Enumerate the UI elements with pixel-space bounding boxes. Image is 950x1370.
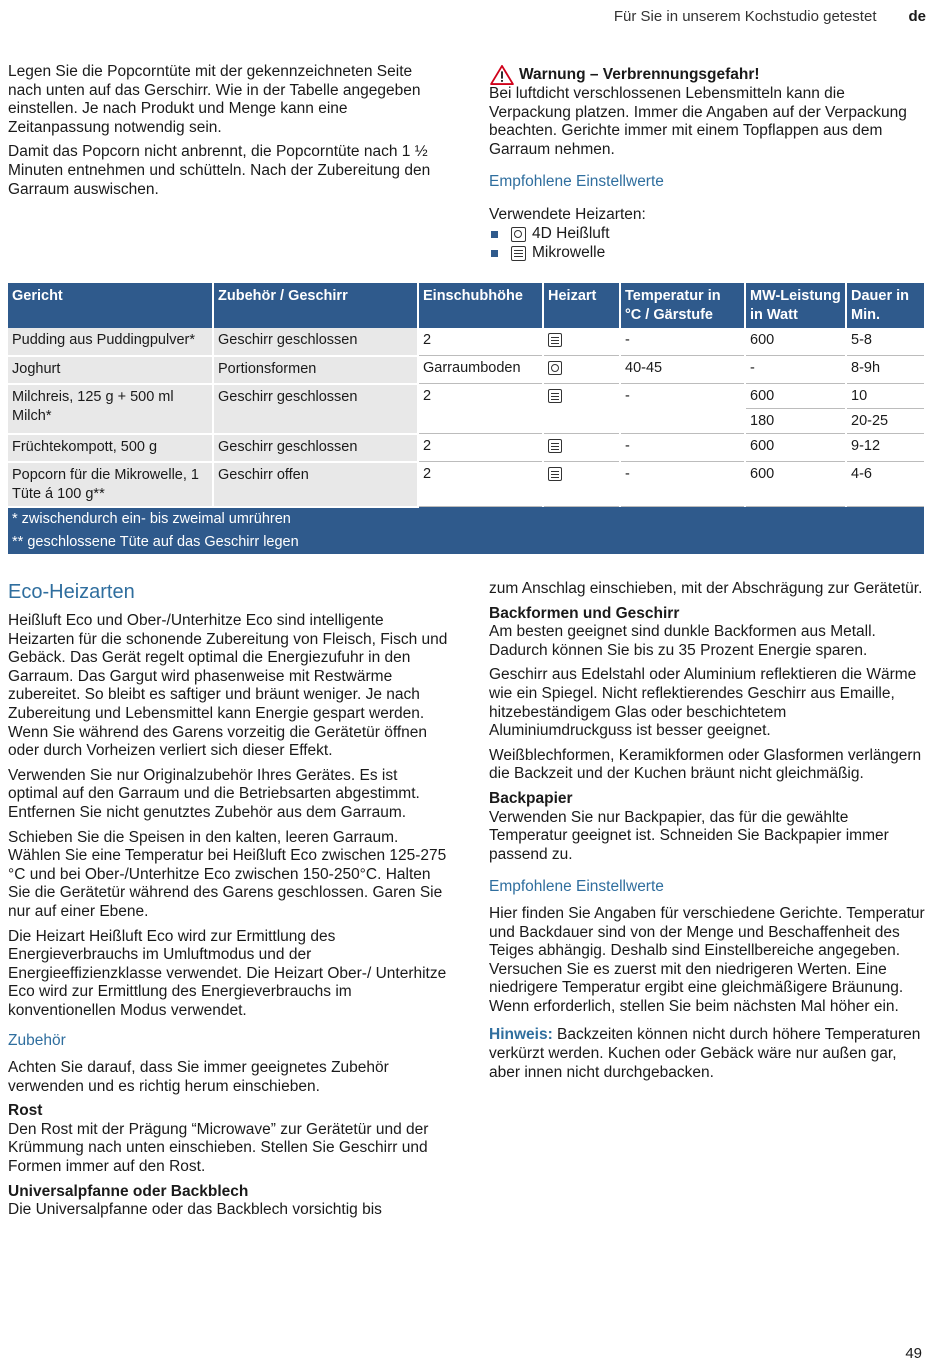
table-footnote-row [8,507,924,555]
recommended-settings-heading: Empfohlene Einstellwerte [489,878,664,896]
warning-heading [489,65,929,85]
cell-dish: Milchreis, 125 g + 500 ml Milch* [8,384,213,434]
header-title: Für Sie in unserem Kochstudio getestet [613,8,877,25]
cell-heating-mode [543,434,620,462]
left-bottom-column [8,580,448,1226]
cell-dish: Joghurt [8,356,213,384]
popcorn-paragraph-1: Legen Sie die Popcorntüte mit der gekennzeichneten Seite nach unten auf das Gerschirr. Wie in der Tabelle angegeben einstellen. Je nach Produkt und Menge kann eine Zeitanpassung notwendig sein. [8,63,421,136]
left-top-column [8,63,448,205]
column-header: Gericht [8,283,213,328]
popcorn-paragraph-2: Damit das Popcorn nicht anbrennt, die Popcorntüte nach 1 ½ Minuten entnehmen und schütteln. Nach der Zubereitung den Garraum auswischen. [8,143,431,198]
heating-mode-label: Mikrowelle [532,243,606,261]
cell-mw-power: 600 [745,434,846,462]
warning-text: Bei luftdicht verschlossenen Lebensmitteln kann die Verpackung platzen. Immer die Angaben auf der Verpackung beachten. Gerichte immer mit einem Topflappen aus dem Garraum nehmen. [489,85,907,158]
baking-paper-paragraph: Verwenden Sie nur Backpapier, das für die gewählte Temperatur geeignet ist. Schneiden Sie Backpapier immer passend zu. [489,808,889,863]
column-header: Heizart [543,283,620,328]
cell-heating-mode [543,384,620,434]
column-header: Einschubhöhe [418,283,543,328]
cell-heating-mode [543,328,620,356]
language-code: de [908,8,926,25]
right-bottom-column [489,580,929,1088]
cell-accessory: Geschirr geschlossen [213,384,418,434]
heating-modes-label: Verwendete Heizarten: [489,205,646,223]
microwave-icon [548,439,562,453]
cell-duration: 8-9h [846,356,924,384]
table-footnote: ** geschlossene Tüte auf das Geschirr legen [12,533,299,550]
heating-modes-list [489,225,929,263]
bakeware-paragraph: Weißblechformen, Keramikformen oder Glasformen verlängern die Backzeit und der Kuchen bräunt nicht gleichmäßig. [489,746,922,783]
hot-air-4d-icon [548,361,562,375]
cell-mw-power: 600 [745,384,846,409]
table-header-row [8,283,924,328]
hot-air-4d-icon [511,227,526,242]
cell-dish: Früchtekompott, 500 g [8,434,213,462]
table-footnote: * zwischendurch ein- bis zweimal umrühren [12,510,291,527]
microwave-icon [511,246,526,261]
eco-paragraph: Verwenden Sie nur Originalzubehör Ihres Gerätes. Es ist optimal auf den Garraum und die Betriebsarten abgestimmt. Entfernen Sie nicht genutztes Zubehör aus dem Garraum. [8,766,420,821]
eco-heading: Eco-Heizarten [8,581,135,603]
column-header: Zubehör / Geschirr [213,283,418,328]
list-item [489,225,929,244]
eco-paragraph: Die Heizart Heißluft Eco wird zur Ermittlung des Energieverbrauchs im Umluftmodus und der Energieeffizienzklasse verwendet. Die Heizart Ober-/ Unterhitze Eco wird zur Ermittlung des Energieverbrauchs im konventionellen Modus verwendet. [8,927,447,1019]
table-row [8,328,924,356]
accessory-paragraph: Achten Sie darauf, dass Sie immer geeignetes Zubehör verwenden und es richtig herum einschieben. [8,1059,389,1095]
bullet-square-icon [491,231,498,238]
table-row [8,356,924,384]
page-header [614,8,926,27]
bakeware-paragraph: Am besten geeignet sind dunkle Backformen aus Metall. Dadurch können Sie bis zu 35 Prozent Energie sparen. [489,623,876,659]
cell-accessory: Geschirr offen [213,462,418,507]
warning-title: Warnung – Verbrennungsgefahr! [519,65,760,83]
cell-heating-mode [543,462,620,507]
page-number: 49 [905,1345,922,1363]
table-row [8,384,924,409]
cell-duration: 5-8 [846,328,924,356]
baking-paper-heading: Backpapier [489,789,573,807]
rack-heading: Rost [8,1102,43,1120]
table-row [8,434,924,462]
cell-accessory: Geschirr geschlossen [213,434,418,462]
cell-accessory: Geschirr geschlossen [213,328,418,356]
right-top-column [489,65,929,263]
hint-paragraph [489,1026,929,1082]
cell-level: 2 [418,384,543,434]
eco-paragraph: Heißluft Eco und Ober-/Unterhitze Eco sind intelligente Heizarten für die schonende Zubereitung von Fleisch, Fisch und Gebäck. Das Gerät regelt optimal die Energiezufuhr in den Garraum. Das Gargut wird phasenweise mit Restwärme zubereitet. So bleibt es saftiger und bräunt weniger. Je nach Zubereitung und Lebensmittel kann Energie gespart werden. Wenn Sie während des Garens vorzeitig die Gerätetür öffnen oder durch Vorheizen verliert sich dieser Effekt. [8,612,448,760]
list-item [489,244,929,263]
column-header: Temperatur in °C / Gärstufe [620,283,745,328]
microwave-icon [548,333,562,347]
cell-mw-power: - [745,356,846,384]
cell-duration: 9-12 [846,434,924,462]
accessory-heading: Zubehör [8,1032,66,1050]
cell-mw-power: 600 [745,462,846,507]
recommended-settings-heading: Empfohlene Einstellwerte [489,173,664,191]
cell-heating-mode [543,356,620,384]
hint-text: Backzeiten können nicht durch höhere Temperaturen verkürzt werden. Kuchen oder Gebäck wäre nur außen gar, aber innen nicht durchgebacken. [489,1026,921,1081]
cell-level: 2 [418,434,543,462]
cell-level: 2 [418,462,543,507]
warning-triangle-icon [489,65,515,85]
cell-temperature: - [620,384,745,434]
cell-mw-power: 600 [745,328,846,356]
table-row [8,462,924,507]
settings-paragraph: Hier finden Sie Angaben für verschiedene Gerichte. Temperatur und Backdauer sind von der Menge und Beschaffenheit des Teiges abhängig. Deshalb sind Einstellbereiche angegeben. Versuchen Sie es zuerst mit den niedrigeren Werten. Eine niedrigere Temperatur ergibt eine gleichmäßigere Bräunung. Wenn erforderlich, stellen Sie beim nächsten Mal höher ein. [489,904,925,1015]
cell-temperature: 40-45 [620,356,745,384]
settings-table [8,283,924,556]
cell-duration: 4-6 [846,462,924,507]
cell-mw-power: 180 [745,409,846,434]
cell-duration: 20-25 [846,409,924,434]
bullet-square-icon [491,250,498,257]
tray-paragraph: Die Universalpfanne oder das Backblech vorsichtig bis [8,1201,382,1219]
cell-dish: Popcorn für die Mikrowelle, 1 Tüte á 100 g** [8,462,213,507]
column-header: MW-Leistung in Watt [745,283,846,328]
column-header: Dauer in Min. [846,283,924,328]
cell-temperature: - [620,434,745,462]
bakeware-paragraph: Geschirr aus Edelstahl oder Aluminium reflektieren die Wärme wie ein Spiegel. Nicht reflektierendes Geschirr aus Emaille, hitzebeständigem Glas oder beschichtetem Aluminiumdruckguss ist besser geeignet. [489,666,917,740]
cell-accessory: Portionsformen [213,356,418,384]
cell-dish: Pudding aus Puddingpulver* [8,328,213,356]
cell-duration: 10 [846,384,924,409]
heating-mode-label: 4D Heißluft [532,224,610,242]
microwave-icon [548,467,562,481]
eco-paragraph: Schieben Sie die Speisen in den kalten, leeren Garraum. Wählen Sie eine Temperatur bei Heißluft Eco zwischen 125-275 °C und bei Ober-/Unterhitze Eco zwischen 150-250°C. Halten Sie die Gerätetür während des Garens geschlossen. Garen Sie nur auf einer Ebene. [8,828,447,920]
hint-label: Hinweis: [489,1026,553,1044]
cell-level: 2 [418,328,543,356]
cell-level: Garraumboden [418,356,543,384]
cell-temperature: - [620,462,745,507]
cell-temperature: - [620,328,745,356]
tray-heading: Universalpfanne oder Backblech [8,1182,249,1200]
microwave-icon [548,389,562,403]
bakeware-heading: Backformen und Geschirr [489,604,680,622]
tray-paragraph-continued: zum Anschlag einschieben, mit der Abschrägung zur Gerätetür. [489,580,923,597]
rack-paragraph: Den Rost mit der Prägung “Microwave” zur Gerätetür und der Krümmung nach unten einschieben. Stellen Sie Geschirr und Formen immer auf den Rost. [8,1120,429,1176]
